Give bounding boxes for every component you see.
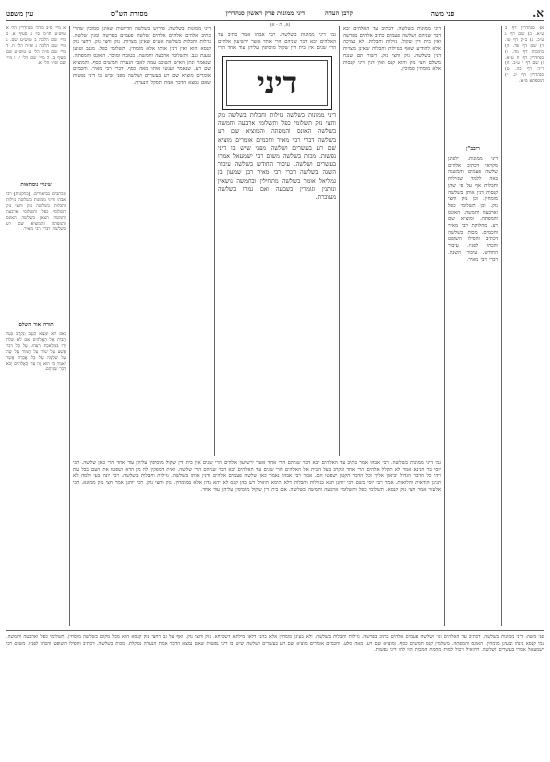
header-source-ref: (א, ה - א): [269, 22, 291, 28]
right-commentary: דיני ממונות בשלשה. דכתיב עד האלהים יבא דבר שניהם ושלשה פעמים כתיב אלהים בפרשה ואין בית דין שקול. גזילות וחבלות. לא נצרכה אלא להודיע שאף בגזילות וחבלות שאינן מצויות דנין בשלשה. נזק וחצי נזק. דשור תם שנגח משלם חצי נזק והוא קנס ואין דנין דיני קנסות אלא מומחין סמוכין.: [343, 26, 441, 73]
gemara-top-lines: גמ׳ דיני ממונות בשלשה. רבי אבהו אמר כתיב עד האלהים יבא דבר שניהם הרי אחד אשר ירשיעון אלהים הרי שנים אין בית דין שקול מוסיפין עליהן עוד אחד הרי: [218, 32, 336, 52]
bottom-divider: [6, 630, 544, 631]
label-shinuyei-nuschaot: שינויי נוסחאות: [20, 182, 52, 188]
header-right-label: מסורת הש"ס: [110, 8, 148, 18]
label-ribban: ריבב"ן: [466, 146, 480, 152]
column-divider: [501, 26, 502, 626]
header-center: [225, 9, 353, 17]
page-header: [6, 6, 544, 21]
masoret-hashas-column: א) סנהדרין דף ב ע״א. ב) שם דף ג ע״ב. ג) ב״ק דף טו. ד) שם דף פד. ה) כתובות דף מה. ו) סנהדרין דף ח ע״א. ז) שם דף י ע״ב. ח) ר״ה דף כה. ט) סנהדרין דף יג. י) תוספתא פ״א.: [505, 26, 544, 85]
column-divider: [214, 26, 215, 456]
opening-word: דיני: [257, 65, 297, 101]
header-title-sub: קרבן העדה: [325, 9, 354, 17]
bottom-commentary: פני משה: דיני ממונות בשלשה. דכתיב עד האלהים וגו׳ ושלשה פעמים אלהים כתיב בפרשה. גזילות וחבלות בשלשה. ולא בעינן מומחין אלא בהני דלאו מילתא דשכיחא. נזק וחצי נזק. ואף על גב דחצי נזק קנסא הוא מכל מקום בשלשה מומחין. תשלומי כפל וארבעה וחמשה. נמי קנסא נינהו ובעינן מומחין. האונס והמפתה. משלמין קנס חמשים כסף. ומוציא שם רע. מאה סלע. וחכמים אומרים מוציא שם רע בעשרים ושלשה שיש בו דיני נפשות שאם נמצא הדבר אמת הנערה נסקלת. מכות בשלשה. דכתיב והפילו השופט והכהו לפניו. משום רבי ישמעאל אמרו בעשרים ושלשה. דהואיל ויכול למות מחמת המכות הוו להו דיני נפשות.: [6, 634, 544, 654]
label-torah-or: תורה אור השלם: [18, 322, 54, 328]
ein-mishpat-column: א מיי׳ פ״ב מהל׳ סנהדרין הל׳ א טוש״ע חו״מ סי׳ ג סעיף א. ב מיי׳ שם הלכה ב טוש״ע שם. ג מיי׳ שם הלכה ג ופ״ה הל׳ ח. ד מיי׳ שם פ״ה הל׳ ט טוש״ע שם סעיף ב. ה מיי׳ שם הל׳ י. ו מיי׳ שם ופ״ו הל׳ א.: [6, 26, 66, 67]
left-header-sub: פני משה: [430, 8, 455, 18]
main-text: דיני ממונות בשלשה גזילות וחבלות בשלשה נזק וחצי נזק תשלומי כפל ותשלומי ארבעה וחמשה בשלשה האונס והמפתה והמוציא שם רע בשלשה דברי רבי מאיר וחכמים אומרים מוציא שם רע בעשרים ושלשה מפני שיש בו דיני נפשות. מכות בשלשה משום רבי ישמעאל אמרו בעשרים ושלשה. עיבור החודש בשלשה עיבור השנה בשלשה דברי רבי מאיר רבן שמעון בן גמליאל אומר בשלשה מתחילין ובחמשה נושאין ונותנין וגומרין בשבעה ואם גמרו בשלשה מעוברת.: [218, 112, 336, 202]
left-commentary: דיני ממונות בשלשה. פירוש בשלשה הדיוטות שאינן סמוכין שהרי כתיב אלהים אלהים אלהים שלשה פעמים בפרשה ומנין שלשה. גזילות וחבלות בשלשה אע״פ שאינן מצויות. נזק וחצי נזק. דחצי נזק קנסא הוא ואין דנין אותו אלא מומחין. תשלומי כפל. מגנב וטוען טענת גנב. ותשלומי ארבעה וחמשה. בטובח ומוכר. האונס והמפתה. שנאמר ונתן האיש השוכב עמה לאבי הנערה חמשים כסף. והמוציא שם רע. שנאמר וענשו אותו מאה כסף. דברי רבי מאיר. וחכמים אומרים מוציא שם רע בעשרים ושלשה מפני שיש בו דיני נפשות שאם נמצא הדבר אמת תסקל הנערה.: [73, 26, 211, 86]
column-divider: [339, 26, 340, 456]
gemara-text: גמ׳ דיני ממונות בשלשה. רבי אבהו אמר כתיב עד האלהים יבא דבר שניהם הרי אחד אשר ירשיעון אלהים הרי שנים אין בית דין שקול מוסיפין עליהן עוד אחד הרי כאן שלשה. רבי יוסי בר חנינא אמר לא תקלל אלהים הרי אחד ונקרב בעל הבית אל האלהים הרי שנים עד האלהים יבא דבר שניהם הרי שלשה. ואית דמפקין לה מן הדא ושפטו את העם בכל עת ויהי כל הדבר הגדול יביאון אליך וכל הדבר הקטן ישפטו הם. אמר רבי אבהו נאמר כאן שלשה פעמים אלהים ודנין אותו בשלשה. גזילות וחבלות בשלשה. רבי יונה בעי ולמה לא תנינן הודאות והלואות. אמר רבי יוסי בשם רבי יוחנן תנא בגזילות וחבלות דלא תימא הואיל ויש בהן קנס לא יהא נדון אלא במומחין. נזק וחצי נזק. רבי יוחנן אמר חצי נזק ממונא. רבי אלעזר אמר חצי נזק קנסא. תשלומי כפל ותשלומי ארבעה וחמשה בשלשה. אם בית דין שקול מוסיפין עליהן עוד אחד.: [73, 460, 441, 493]
header-title-main: דיני ממונות פרק ראשון סנהדרין: [225, 9, 305, 17]
column-divider: [444, 26, 445, 626]
shinuyei-nuschaot-column: ונכתבים בביאורים. [בתקנות] רבי אבהו ודיני ממונות בשלשה גזילות וחבלות בשלשה נזק וחצי נזק תשלומי כפל ותשלומי ארבעה וחמשה הצאן בשלשה האונס והמפתה והמוציא שם רע בשלשה דברי רבי מאיר.: [6, 192, 66, 233]
header-chapter-label: עין משפט: [6, 8, 34, 18]
torah-or-column: וְאִם לֹא יִמָּצֵא הַגַּנָּב וְנִקְרַב בַּעַל הַבַּיִת אֶל הָאֱלֹהִים אִם לֹא שָׁלַח יָדוֹ בִּמְלֶאכֶת רֵעֵהוּ. עַל כָּל דְּבַר פֶּשַׁע עַל שׁוֹר עַל חֲמוֹר עַל שֶׂה עַל שַׂלְמָה עַל כָּל אֲבֵדָה אֲשֶׁר יֹאמַר כִּי הוּא זֶה עַד הָאֱלֹהִים יָבֹא דְּבַר שְׁנֵיהֶם.: [6, 332, 66, 373]
column-divider: [69, 26, 70, 626]
page-letter: א.: [532, 5, 544, 20]
ribban-commentary: דיני ממונות. ילפינן מקראי דכתיב אלהים שלשה פעמים והמשנה באה ללמד שגזילות וחבלות אף על פי שהן קנסות דנין אותן בשלשה מומחין. וכן נזק וחצי נזק. וכן תשלומי כפל וארבעה וחמשה. האונס והמפתה. ומוציא שם רע. מחלוקת רבי מאיר וחכמים. מכות בשלשה דכתיב והפילו השופט והכהו לפניו. עיבור החודש. עיבור השנה. דברי רבי מאיר.: [448, 156, 498, 263]
opening-word-box: [222, 56, 332, 110]
